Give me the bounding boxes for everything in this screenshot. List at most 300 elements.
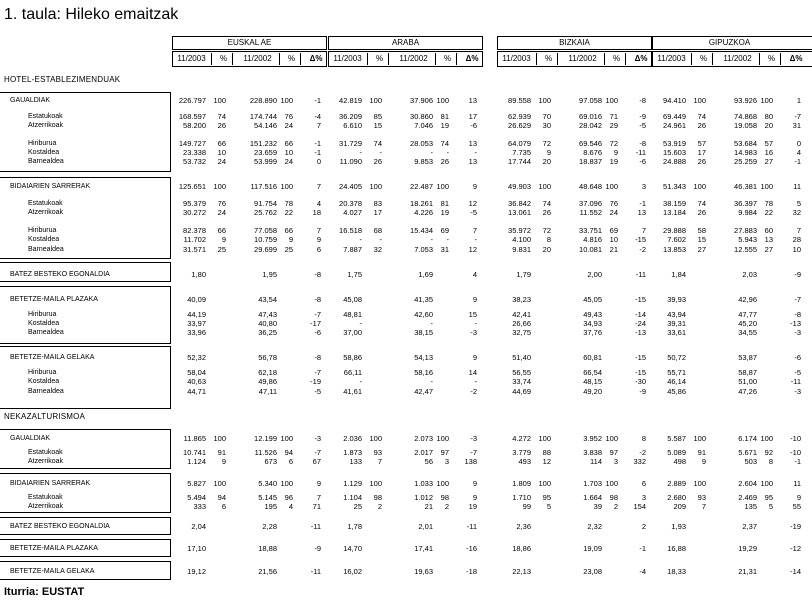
value-cell: -17: [310, 319, 321, 328]
value-cell: 7: [472, 226, 477, 235]
value-cell: 74: [373, 139, 382, 148]
value-cell: 10: [792, 245, 801, 254]
value-cell: 93.926: [734, 96, 757, 105]
value-cell: 62.939: [508, 112, 531, 121]
value-cell: 9: [221, 457, 226, 466]
value-cell: 43,94: [667, 310, 686, 319]
value-cell: 42,41: [512, 310, 531, 319]
value-cell: 47,11: [258, 387, 277, 396]
value-cell: 1,78: [347, 522, 362, 531]
value-cell: 20: [764, 121, 773, 130]
value-cell: 66,54: [583, 368, 602, 377]
value-cell: -11: [635, 270, 646, 279]
value-cell: 6.610: [343, 121, 362, 130]
value-cell: 0: [796, 139, 801, 148]
row-label: Kostaldea: [28, 378, 60, 385]
value-cell: 44,71: [187, 387, 206, 396]
value-cell: 9: [546, 148, 551, 157]
value-cell: 100: [436, 182, 449, 191]
value-cell: 2.889: [667, 479, 686, 488]
value-cell: 100: [280, 182, 293, 191]
value-cell: 33,97: [187, 319, 206, 328]
value-cell: 22.487: [410, 182, 433, 191]
subheader-cell: %: [763, 53, 781, 65]
value-cell: 100: [213, 479, 226, 488]
value-cell: 100: [213, 96, 226, 105]
value-cell: 23.659: [254, 148, 277, 157]
value-cell: 7: [316, 182, 321, 191]
value-cell: 58.200: [183, 121, 206, 130]
value-cell: 100: [605, 434, 618, 443]
value-cell: 46,14: [667, 377, 686, 386]
row-label: Atzerrikoak: [28, 458, 64, 465]
value-cell: 13.853: [663, 245, 686, 254]
value-cell: 39,31: [667, 319, 686, 328]
value-cell: 69.449: [663, 112, 686, 121]
value-cell: 68: [373, 226, 382, 235]
value-cell: 2: [377, 502, 382, 511]
value-cell: 31.571: [183, 245, 206, 254]
value-cell: 10.759: [254, 235, 277, 244]
value-cell: 55,71: [667, 368, 686, 377]
value-cell: 8: [641, 434, 646, 443]
value-cell: 91: [217, 448, 226, 457]
value-cell: 27: [764, 157, 773, 166]
value-cell: -2: [639, 448, 646, 457]
value-cell: 4: [472, 270, 477, 279]
value-cell: 4.226: [414, 208, 433, 217]
value-cell: 26: [217, 121, 226, 130]
value-cell: 100: [760, 479, 773, 488]
value-cell: -: [430, 148, 433, 157]
value-cell: 45,05: [583, 295, 602, 304]
value-cell: -1: [314, 148, 321, 157]
value-cell: 2.017: [414, 448, 433, 457]
value-cell: 100: [760, 434, 773, 443]
value-cell: 9: [316, 479, 321, 488]
value-cell: 9.853: [414, 157, 433, 166]
value-cell: 81: [440, 199, 449, 208]
value-cell: 26,66: [512, 319, 531, 328]
section-title: NEKAZALTURISMOA: [4, 412, 86, 421]
value-cell: 4: [316, 199, 321, 208]
value-cell: 3: [444, 457, 449, 466]
value-cell: 53.999: [254, 157, 277, 166]
value-cell: 66: [284, 139, 293, 148]
value-cell: -1: [639, 199, 646, 208]
value-cell: -1: [639, 544, 646, 553]
value-cell: 228.890: [249, 96, 277, 105]
value-cell: 16,88: [667, 544, 686, 553]
value-cell: 72: [609, 139, 618, 148]
value-cell: -: [446, 148, 449, 157]
value-cell: 43,54: [258, 295, 277, 304]
value-cell: 39: [593, 502, 602, 511]
value-cell: -1: [314, 96, 321, 105]
value-cell: 7.735: [512, 148, 531, 157]
value-cell: 54.146: [254, 121, 277, 130]
value-cell: 195: [264, 502, 277, 511]
value-cell: 42,47: [414, 387, 433, 396]
value-cell: 12: [468, 199, 477, 208]
value-cell: 7: [796, 226, 801, 235]
value-cell: -: [359, 235, 362, 244]
group-label: GAUALDIAK: [10, 435, 51, 442]
value-cell: 7.053: [414, 245, 433, 254]
group-label: GAUALDIAK: [10, 97, 51, 104]
value-cell: 25: [284, 245, 293, 254]
subheader-cell: Δ%: [634, 54, 648, 63]
value-cell: 88: [542, 448, 551, 457]
value-cell: 100: [605, 479, 618, 488]
group-label: BETETZE-MAILA GELAKA: [10, 568, 95, 575]
subheader-cell: 11/2002: [716, 53, 760, 65]
value-cell: 19,12: [187, 567, 206, 576]
value-cell: -11: [310, 522, 321, 531]
row-label: Hiriburua: [28, 311, 57, 318]
value-cell: 37,00: [343, 328, 362, 337]
value-cell: 7: [316, 121, 321, 130]
value-cell: -12: [790, 544, 801, 553]
value-cell: 24: [609, 208, 618, 217]
value-cell: 100: [760, 182, 773, 191]
value-cell: 100: [538, 434, 551, 443]
value-cell: 58,87: [738, 368, 757, 377]
value-cell: 2,32: [587, 522, 602, 531]
value-cell: 51,00: [738, 377, 757, 386]
value-cell: 503: [744, 457, 757, 466]
value-cell: -11: [310, 567, 321, 576]
value-cell: 9: [288, 235, 293, 244]
value-cell: 4.027: [343, 208, 362, 217]
value-cell: 4.816: [583, 235, 602, 244]
value-cell: -3: [794, 387, 801, 396]
value-cell: 44,19: [187, 310, 206, 319]
value-cell: 36,25: [258, 328, 277, 337]
region-header: EUSKAL AE: [227, 38, 272, 47]
value-cell: -: [446, 235, 449, 244]
value-cell: 31: [440, 245, 449, 254]
value-cell: 47,43: [258, 310, 277, 319]
value-cell: -8: [794, 310, 801, 319]
value-cell: 74.868: [734, 112, 757, 121]
subheader-cell: Δ%: [309, 54, 323, 63]
value-cell: 11.865: [183, 434, 206, 443]
group-label: BETETZE-MAILA PLAZAKA: [10, 545, 98, 552]
value-cell: 1.703: [583, 479, 602, 488]
subheader-cell: %: [540, 53, 558, 65]
value-cell: 37.906: [410, 96, 433, 105]
value-cell: 2,00: [587, 270, 602, 279]
subheader-cell: 11/2003: [172, 53, 212, 65]
value-cell: 13: [468, 96, 477, 105]
value-cell: 8: [768, 457, 773, 466]
group-label: BETETZE-MAILA PLAZAKA: [10, 296, 98, 303]
value-cell: -7: [794, 112, 801, 121]
value-cell: 2: [641, 522, 646, 531]
value-cell: 100: [693, 96, 706, 105]
value-cell: 58: [697, 226, 706, 235]
value-cell: 24: [217, 157, 226, 166]
value-cell: 99: [522, 502, 531, 511]
value-cell: 28.053: [410, 139, 433, 148]
value-cell: 29: [609, 121, 618, 130]
value-cell: 5.943: [738, 235, 757, 244]
value-cell: 76: [609, 199, 618, 208]
value-cell: 37,76: [583, 328, 602, 337]
value-cell: 25.762: [254, 208, 277, 217]
value-cell: 14,70: [343, 544, 362, 553]
value-cell: -9: [794, 270, 801, 279]
value-cell: -: [430, 319, 433, 328]
value-cell: 69: [440, 226, 449, 235]
value-cell: 83: [373, 199, 382, 208]
value-cell: 100: [369, 479, 382, 488]
value-cell: 2,36: [516, 522, 531, 531]
value-cell: 50,72: [667, 353, 686, 362]
value-cell: 26.629: [508, 121, 531, 130]
value-cell: 25: [353, 502, 362, 511]
value-cell: 52,32: [187, 353, 206, 362]
value-cell: 74: [697, 199, 706, 208]
value-cell: 74: [217, 112, 226, 121]
value-cell: 95.379: [183, 199, 206, 208]
value-cell: -: [474, 235, 477, 244]
value-cell: 3: [641, 182, 646, 191]
value-cell: 25.259: [734, 157, 757, 166]
value-cell: -: [379, 148, 382, 157]
row-label: Barnealdea: [28, 158, 64, 165]
value-cell: 100: [538, 479, 551, 488]
value-cell: -19: [310, 377, 321, 386]
value-cell: 23,08: [583, 567, 602, 576]
value-cell: 66: [284, 226, 293, 235]
value-cell: 9: [613, 148, 618, 157]
value-cell: 24.405: [339, 182, 362, 191]
value-cell: 57: [697, 139, 706, 148]
value-cell: 33,74: [512, 377, 531, 386]
value-cell: 30: [542, 121, 551, 130]
value-cell: 42.819: [339, 96, 362, 105]
value-cell: 13: [637, 208, 646, 217]
value-cell: -19: [790, 522, 801, 531]
value-cell: 13: [764, 235, 773, 244]
value-cell: 32: [373, 245, 382, 254]
value-cell: 9: [316, 235, 321, 244]
value-cell: 10: [217, 148, 226, 157]
value-cell: -6: [794, 353, 801, 362]
value-cell: -8: [639, 96, 646, 105]
value-cell: 56,78: [258, 353, 277, 362]
row-label: Hiriburua: [28, 140, 57, 147]
value-cell: 100: [213, 434, 226, 443]
value-cell: 168.597: [178, 112, 206, 121]
value-cell: -16: [466, 544, 477, 553]
group-label: BIDAIARIEN SARRERAK: [10, 183, 91, 190]
value-cell: 114: [590, 457, 602, 466]
value-cell: 54,13: [414, 353, 433, 362]
value-cell: -7: [314, 310, 321, 319]
value-cell: -1: [794, 157, 801, 166]
value-cell: 60,81: [583, 353, 602, 362]
value-cell: -: [474, 319, 477, 328]
value-cell: 22: [284, 208, 293, 217]
value-cell: -3: [470, 328, 477, 337]
value-cell: 6: [288, 457, 293, 466]
value-cell: 10.741: [183, 448, 206, 457]
value-cell: 138: [464, 457, 477, 466]
value-cell: -: [430, 235, 433, 244]
value-cell: 125.651: [178, 182, 206, 191]
value-cell: 12: [542, 457, 551, 466]
value-cell: 2: [444, 502, 449, 511]
value-cell: 5.494: [187, 493, 206, 502]
value-cell: 9: [221, 235, 226, 244]
value-cell: 14: [468, 368, 477, 377]
value-cell: 97: [440, 448, 449, 457]
subheader-cell: 11/2002: [561, 53, 605, 65]
value-cell: -: [474, 377, 477, 386]
value-cell: 133: [349, 457, 362, 466]
value-cell: 58,86: [343, 353, 362, 362]
value-cell: 100: [369, 96, 382, 105]
value-cell: 100: [538, 96, 551, 105]
value-cell: 77.058: [254, 226, 277, 235]
value-cell: 28: [792, 235, 801, 244]
value-cell: 7: [377, 457, 382, 466]
value-cell: 38,23: [512, 295, 531, 304]
value-cell: -15: [635, 353, 646, 362]
value-cell: 74: [440, 139, 449, 148]
row-label: Barnealdea: [28, 388, 64, 395]
value-cell: 11: [793, 479, 801, 488]
value-cell: 94: [217, 493, 226, 502]
value-cell: 18,33: [667, 567, 686, 576]
subheader-cell: 11/2003: [652, 53, 692, 65]
value-cell: 15.434: [410, 226, 433, 235]
row-label: Kostaldea: [28, 149, 60, 156]
value-cell: 95: [764, 493, 773, 502]
value-cell: 21,56: [258, 567, 277, 576]
value-cell: 34,55: [738, 328, 757, 337]
value-cell: 6: [316, 245, 321, 254]
row-label: Estatukoak: [28, 113, 63, 120]
value-cell: 31: [792, 121, 801, 130]
region-header: GIPUZKOA: [708, 38, 751, 47]
value-cell: 98: [373, 493, 382, 502]
value-cell: -: [430, 377, 433, 386]
value-cell: 13: [468, 139, 477, 148]
value-cell: 58,16: [414, 368, 433, 377]
value-cell: 493: [518, 457, 531, 466]
value-cell: 45,86: [667, 387, 686, 396]
value-cell: 19: [609, 157, 618, 166]
group-label: BETETZE-MAILA GELAKA: [10, 354, 95, 361]
value-cell: 100: [280, 434, 293, 443]
value-cell: 1.033: [414, 479, 433, 488]
value-cell: -10: [790, 434, 801, 443]
value-cell: 20: [542, 157, 551, 166]
value-cell: -4: [314, 112, 321, 121]
value-cell: 38,15: [414, 328, 433, 337]
value-cell: -14: [790, 567, 801, 576]
value-cell: 5: [768, 502, 773, 511]
row-label: Kostaldea: [28, 320, 60, 327]
value-cell: 13.184: [663, 208, 686, 217]
value-cell: 15: [468, 310, 477, 319]
value-cell: 5.827: [187, 479, 206, 488]
value-cell: 1,84: [671, 270, 686, 279]
value-cell: -5: [314, 387, 321, 396]
value-cell: 32,75: [512, 328, 531, 337]
value-cell: 5: [546, 502, 551, 511]
value-cell: 100: [436, 434, 449, 443]
value-cell: 66: [217, 226, 226, 235]
value-cell: 45,08: [343, 295, 362, 304]
value-cell: 26: [440, 157, 449, 166]
value-cell: 60: [764, 226, 773, 235]
value-cell: 64.079: [508, 139, 531, 148]
region-header: ARABA: [391, 38, 420, 47]
value-cell: 4: [288, 502, 293, 511]
value-cell: 46.381: [734, 182, 757, 191]
value-cell: 53.684: [734, 139, 757, 148]
value-cell: -9: [314, 544, 321, 553]
value-cell: 7.887: [343, 245, 362, 254]
value-cell: 5.671: [738, 448, 757, 457]
value-cell: 26: [697, 208, 706, 217]
value-cell: 89.558: [508, 96, 531, 105]
subheader-cell: Δ%: [789, 54, 803, 63]
value-cell: 56,55: [512, 368, 531, 377]
value-cell: 34,93: [583, 319, 602, 328]
value-cell: 36.209: [339, 112, 362, 121]
value-cell: 100: [693, 182, 706, 191]
value-cell: 47,77: [738, 310, 757, 319]
value-cell: -9: [639, 112, 646, 121]
value-cell: 19: [468, 502, 477, 511]
value-cell: -7: [794, 295, 801, 304]
value-cell: 15: [697, 235, 706, 244]
value-cell: -7: [314, 368, 321, 377]
value-cell: 78: [284, 199, 293, 208]
value-cell: 1.664: [583, 493, 602, 502]
value-cell: 5.145: [258, 493, 277, 502]
value-cell: 22,13: [512, 567, 531, 576]
value-cell: 45,20: [738, 319, 757, 328]
value-cell: 5.089: [667, 448, 686, 457]
value-cell: 6.174: [738, 434, 757, 443]
value-cell: 42,96: [738, 295, 757, 304]
value-cell: -3: [470, 434, 477, 443]
value-cell: -8: [639, 139, 646, 148]
value-cell: 2,28: [262, 522, 277, 531]
value-cell: -6: [470, 121, 477, 130]
value-cell: 80: [764, 112, 773, 121]
value-cell: 74: [542, 199, 551, 208]
value-cell: 673: [264, 457, 277, 466]
value-cell: 25: [217, 245, 226, 254]
source-note: Iturria: EUSTAT: [4, 586, 85, 598]
value-cell: 1,69: [418, 270, 433, 279]
value-cell: 5.587: [667, 434, 686, 443]
value-cell: 17.744: [508, 157, 531, 166]
value-cell: 24: [284, 157, 293, 166]
subheader-cell: %: [371, 53, 389, 65]
value-cell: 0: [316, 157, 321, 166]
value-cell: 7: [316, 493, 321, 502]
value-cell: 1.710: [512, 493, 531, 502]
